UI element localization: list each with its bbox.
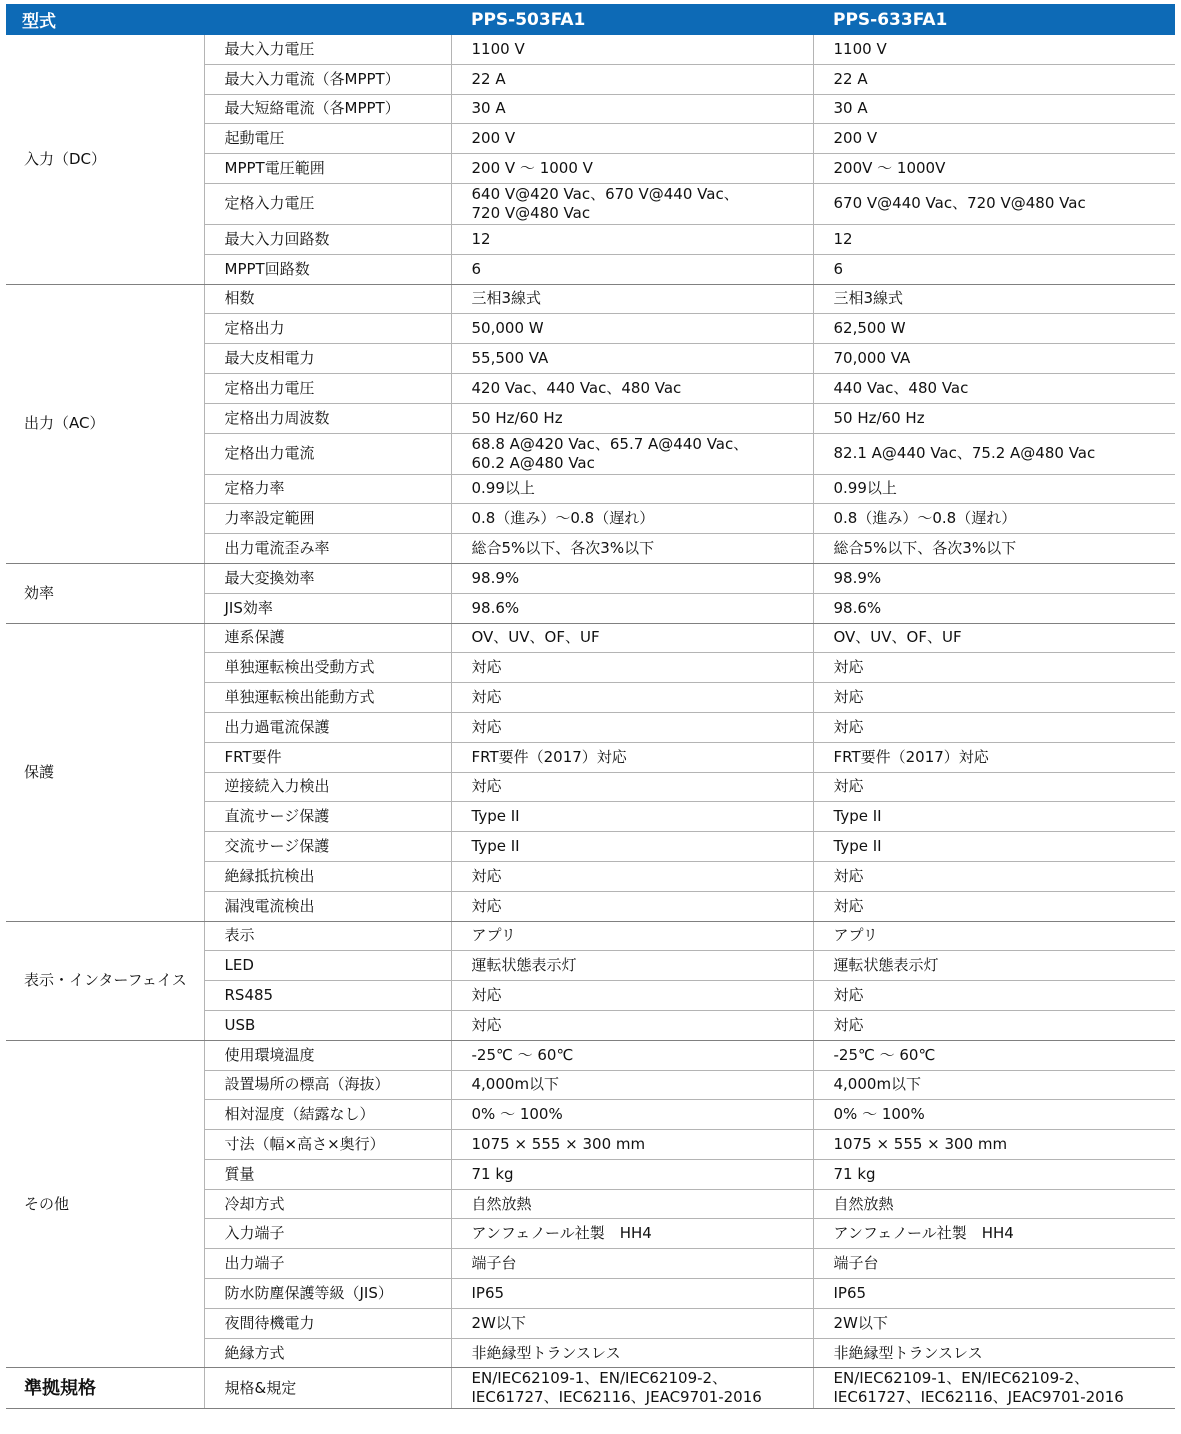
model-1-value: 対応 xyxy=(451,683,813,713)
item-label: 寸法（幅×高さ×奥行） xyxy=(204,1130,451,1160)
model-1-value: -25℃ ～ 60℃ xyxy=(451,1040,813,1070)
table-row xyxy=(6,1040,1175,1070)
model-2-value: 三相3線式 xyxy=(813,284,1175,314)
model-name-2: PPS-633FA1 xyxy=(813,4,1175,35)
model-1-value: 0% ～ 100% xyxy=(451,1100,813,1130)
item-label: 防水防塵保護等級（JIS） xyxy=(204,1279,451,1309)
model-2-value: 670 V@440 Vac、720 V@480 Vac xyxy=(813,183,1175,224)
model-1-value: 対応 xyxy=(451,1010,813,1040)
model-2-value: 対応 xyxy=(813,712,1175,742)
model-name-1: PPS-503FA1 xyxy=(451,4,813,35)
model-2-value: OV、UV、OF、UF xyxy=(813,623,1175,653)
table-header xyxy=(6,4,1175,35)
group-label: 効率 xyxy=(6,563,204,623)
model-2-value: 運転状態表示灯 xyxy=(813,951,1175,981)
model-1-value: 対応 xyxy=(451,891,813,921)
model-1-value: 対応 xyxy=(451,712,813,742)
model-1-value: 対応 xyxy=(451,653,813,683)
item-label: 直流サージ保護 xyxy=(204,802,451,832)
item-label: 定格出力電圧 xyxy=(204,373,451,403)
model-2-value: 0.8（進み）～0.8（遅れ） xyxy=(813,504,1175,534)
table-row xyxy=(6,35,1175,64)
model-1-value: 50 Hz/60 Hz xyxy=(451,403,813,433)
model-2-value: 22 A xyxy=(813,64,1175,94)
model-1-value: 1075 × 555 × 300 mm xyxy=(451,1130,813,1160)
item-label: 定格力率 xyxy=(204,474,451,504)
item-label: 夜間待機電力 xyxy=(204,1308,451,1338)
model-1-value: Type II xyxy=(451,802,813,832)
item-label: 使用環境温度 xyxy=(204,1040,451,1070)
table-row xyxy=(6,284,1175,314)
model-2-value: 70,000 VA xyxy=(813,344,1175,374)
item-label: 連系保護 xyxy=(204,623,451,653)
item-label: 最大入力電流（各MPPT） xyxy=(204,64,451,94)
model-1-value: 68.8 A@420 Vac、65.7 A@440 Vac、 60.2 A@480 Vac xyxy=(451,433,813,474)
group-label: 準拠規格 xyxy=(6,1368,204,1409)
item-label: 最大短絡電流（各MPPT） xyxy=(204,94,451,124)
item-label: 規格&規定 xyxy=(204,1368,451,1409)
item-label: 最大変換効率 xyxy=(204,563,451,593)
model-1-value: 200 V ～ 1000 V xyxy=(451,154,813,184)
group-label: 入力（DC） xyxy=(6,35,204,284)
item-label: 表示 xyxy=(204,921,451,951)
table-row xyxy=(6,1368,1175,1409)
model-2-value: 98.6% xyxy=(813,593,1175,623)
model-1-value: 98.9% xyxy=(451,563,813,593)
item-label: 力率設定範囲 xyxy=(204,504,451,534)
group-label: 出力（AC） xyxy=(6,284,204,563)
model-2-value: 62,500 W xyxy=(813,314,1175,344)
model-1-value: OV、UV、OF、UF xyxy=(451,623,813,653)
item-label: 定格出力周波数 xyxy=(204,403,451,433)
item-label: MPPT回路数 xyxy=(204,254,451,284)
model-2-value: 1100 V xyxy=(813,35,1175,64)
group-label: 表示・インターフェイス xyxy=(6,921,204,1040)
item-label: 出力端子 xyxy=(204,1249,451,1279)
group-label: 保護 xyxy=(6,623,204,921)
model-1-value: Type II xyxy=(451,832,813,862)
model-2-value: 2W以下 xyxy=(813,1308,1175,1338)
item-label: RS485 xyxy=(204,981,451,1011)
spec-table xyxy=(6,4,1175,1409)
model-2-value: 0.99以上 xyxy=(813,474,1175,504)
model-2-value: 自然放熱 xyxy=(813,1189,1175,1219)
item-label: 単独運転検出受動方式 xyxy=(204,653,451,683)
item-label: 交流サージ保護 xyxy=(204,832,451,862)
model-1-value: 30 A xyxy=(451,94,813,124)
model-2-value: 対応 xyxy=(813,653,1175,683)
model-2-value: 6 xyxy=(813,254,1175,284)
model-1-value: 98.6% xyxy=(451,593,813,623)
model-2-value: 200 V xyxy=(813,124,1175,154)
table-row xyxy=(6,921,1175,951)
model-1-value: アンフェノール社製 HH4 xyxy=(451,1219,813,1249)
model-2-value: 対応 xyxy=(813,861,1175,891)
model-2-value: IP65 xyxy=(813,1279,1175,1309)
item-label: 質量 xyxy=(204,1159,451,1189)
item-label: 絶縁方式 xyxy=(204,1338,451,1368)
model-1-value: 対応 xyxy=(451,861,813,891)
model-2-value: 98.9% xyxy=(813,563,1175,593)
item-label: 入力端子 xyxy=(204,1219,451,1249)
model-1-value: 12 xyxy=(451,224,813,254)
model-2-value: 0% ～ 100% xyxy=(813,1100,1175,1130)
model-2-value: FRT要件（2017）対応 xyxy=(813,742,1175,772)
model-1-value: 0.8（進み）～0.8（遅れ） xyxy=(451,504,813,534)
item-label: 起動電圧 xyxy=(204,124,451,154)
model-1-value: 自然放熱 xyxy=(451,1189,813,1219)
model-2-value: アンフェノール社製 HH4 xyxy=(813,1219,1175,1249)
model-1-value: 三相3線式 xyxy=(451,284,813,314)
item-label: 設置場所の標高（海抜） xyxy=(204,1070,451,1100)
item-label: 相数 xyxy=(204,284,451,314)
model-1-value: 200 V xyxy=(451,124,813,154)
model-2-value: 端子台 xyxy=(813,1249,1175,1279)
model-1-value: 端子台 xyxy=(451,1249,813,1279)
model-1-value: 対応 xyxy=(451,981,813,1011)
model-1-value: 0.99以上 xyxy=(451,474,813,504)
item-label: 定格出力電流 xyxy=(204,433,451,474)
model-2-value: Type II xyxy=(813,832,1175,862)
item-label: 出力電流歪み率 xyxy=(204,534,451,564)
item-label: 定格出力 xyxy=(204,314,451,344)
model-2-value: 総合5%以下、各次3%以下 xyxy=(813,534,1175,564)
item-label: 逆接続入力検出 xyxy=(204,772,451,802)
item-label: FRT要件 xyxy=(204,742,451,772)
table-row xyxy=(6,563,1175,593)
model-1-value: 非絶縁型トランスレス xyxy=(451,1338,813,1368)
item-label: JIS効率 xyxy=(204,593,451,623)
model-2-value: 50 Hz/60 Hz xyxy=(813,403,1175,433)
model-2-value: 82.1 A@440 Vac、75.2 A@480 Vac xyxy=(813,433,1175,474)
item-label: 冷却方式 xyxy=(204,1189,451,1219)
item-label: 相対湿度（結露なし） xyxy=(204,1100,451,1130)
model-2-value: 1075 × 555 × 300 mm xyxy=(813,1130,1175,1160)
model-2-value: 対応 xyxy=(813,1010,1175,1040)
model-1-value: 55,500 VA xyxy=(451,344,813,374)
item-label: 出力過電流保護 xyxy=(204,712,451,742)
model-1-value: IP65 xyxy=(451,1279,813,1309)
item-label: 定格入力電圧 xyxy=(204,183,451,224)
item-label: LED xyxy=(204,951,451,981)
model-1-value: 22 A xyxy=(451,64,813,94)
model-2-value: アプリ xyxy=(813,921,1175,951)
header-label: 型式 xyxy=(6,4,451,35)
model-2-value: 4,000m以下 xyxy=(813,1070,1175,1100)
model-2-value: Type II xyxy=(813,802,1175,832)
item-label: 最大入力電圧 xyxy=(204,35,451,64)
item-label: 最大入力回路数 xyxy=(204,224,451,254)
model-2-value: 対応 xyxy=(813,981,1175,1011)
item-label: 絶縁抵抗検出 xyxy=(204,861,451,891)
model-2-value: 200V ～ 1000V xyxy=(813,154,1175,184)
model-2-value: EN/IEC62109-1、EN/IEC62109-2、 IEC61727、IEC62116、JEAC9701-2016 xyxy=(813,1368,1175,1409)
model-1-value: 2W以下 xyxy=(451,1308,813,1338)
model-1-value: EN/IEC62109-1、EN/IEC62109-2、 IEC61727、IEC62116、JEAC9701-2016 xyxy=(451,1368,813,1409)
model-1-value: 対応 xyxy=(451,772,813,802)
model-1-value: アプリ xyxy=(451,921,813,951)
item-label: 漏洩電流検出 xyxy=(204,891,451,921)
model-2-value: 対応 xyxy=(813,683,1175,713)
model-2-value: 440 Vac、480 Vac xyxy=(813,373,1175,403)
model-2-value: 対応 xyxy=(813,891,1175,921)
model-1-value: 総合5%以下、各次3%以下 xyxy=(451,534,813,564)
model-1-value: FRT要件（2017）対応 xyxy=(451,742,813,772)
table-body xyxy=(6,35,1175,1409)
model-2-value: -25℃ ～ 60℃ xyxy=(813,1040,1175,1070)
item-label: 単独運転検出能動方式 xyxy=(204,683,451,713)
model-1-value: 6 xyxy=(451,254,813,284)
group-label: その他 xyxy=(6,1040,204,1368)
model-2-value: 非絶縁型トランスレス xyxy=(813,1338,1175,1368)
model-1-value: 4,000m以下 xyxy=(451,1070,813,1100)
item-label: MPPT電圧範囲 xyxy=(204,154,451,184)
model-1-value: 71 kg xyxy=(451,1159,813,1189)
model-1-value: 640 V@420 Vac、670 V@440 Vac、 720 V@480 Vac xyxy=(451,183,813,224)
model-1-value: 運転状態表示灯 xyxy=(451,951,813,981)
model-2-value: 対応 xyxy=(813,772,1175,802)
model-2-value: 12 xyxy=(813,224,1175,254)
item-label: USB xyxy=(204,1010,451,1040)
model-2-value: 30 A xyxy=(813,94,1175,124)
model-1-value: 1100 V xyxy=(451,35,813,64)
item-label: 最大皮相電力 xyxy=(204,344,451,374)
model-1-value: 50,000 W xyxy=(451,314,813,344)
table-row xyxy=(6,623,1175,653)
model-2-value: 71 kg xyxy=(813,1159,1175,1189)
model-1-value: 420 Vac、440 Vac、480 Vac xyxy=(451,373,813,403)
